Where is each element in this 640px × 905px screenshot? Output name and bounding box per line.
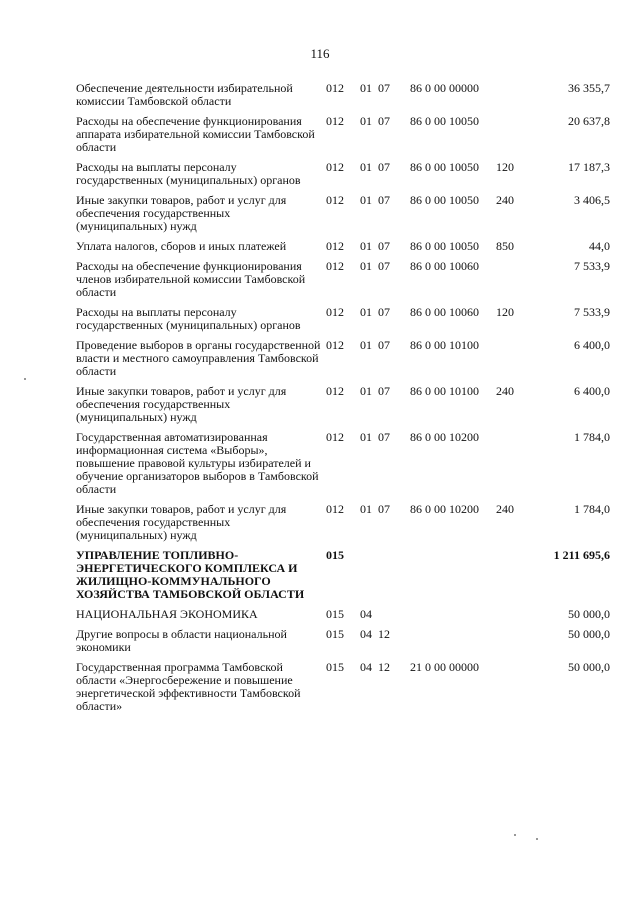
cell-name: Иные закупки товаров, работ и услуг для обеспечения государственных (муниципальных) нужд [76,193,287,233]
cell-name: Уплата налогов, сборов и иных платежей [76,239,287,253]
cell-pr: 07 [378,430,390,444]
cell-rz: 01 [360,338,372,352]
cell-ved: 012 [326,81,344,95]
cell-pr: 07 [378,81,390,95]
table-row [76,503,610,549]
cell-ved: 012 [326,239,344,253]
table-row [76,161,610,194]
cell-vr [494,661,534,720]
cell-name: Расходы на выплаты персоналу государственных (муниципальных) органов [76,305,301,332]
cell-csr: 21 0 00 00000 [410,660,479,674]
cell-ved: 012 [326,338,344,352]
cell-name: Расходы на обеспечение функционирования членов избирательной комиссии Тамбовской области [76,259,306,299]
cell-sum: 7 533,9 [574,259,610,273]
cell-csr: 86 0 00 10200 [410,430,479,444]
cell-name: Государственная автоматизированная информационная система «Выборы», повышение правовой культуры избирателей и обучение организаторов выборов в Тамбовской области [76,430,319,496]
cell-vr [494,82,534,115]
cell-name: Расходы на выплаты персоналу государственных (муниципальных) органов [76,160,301,187]
cell-pr [374,549,404,608]
cell-ved: 015 [326,548,344,562]
cell-vr: 120 [496,305,514,319]
cell-vr: 850 [496,239,514,253]
cell-vr [494,431,534,503]
cell-pr: 07 [378,384,390,398]
cell-rz: 04 [360,607,372,621]
cell-sum: 20 637,8 [568,114,610,128]
cell-sum: 3 406,5 [574,193,610,207]
cell-csr: 86 0 00 00000 [410,81,479,95]
cell-csr: 86 0 00 10100 [410,384,479,398]
cell-vr [494,260,534,306]
cell-csr [404,608,494,628]
cell-vr: 240 [496,193,514,207]
cell-ved: 015 [326,627,344,641]
page-number: 116 [310,46,330,61]
cell-pr: 07 [378,259,390,273]
cell-ved: 012 [326,160,344,174]
cell-vr [494,608,534,628]
cell-rz: 04 [360,627,372,641]
cell-ved: 012 [326,430,344,444]
cell-name: Проведение выборов в органы государственной власти и местного самоуправления Тамбовской области [76,338,321,378]
cell-rz: 01 [360,193,372,207]
cell-sum: 50 000,0 [568,627,610,641]
cell-pr: 07 [378,239,390,253]
cell-vr [494,549,534,608]
cell-rz: 01 [360,114,372,128]
table-body [76,82,610,720]
scan-speck [514,834,516,836]
table-row [76,608,610,628]
cell-vr [494,115,534,161]
cell-rz: 01 [360,305,372,319]
cell-sum: 1 784,0 [574,430,610,444]
cell-sum: 6 400,0 [574,338,610,352]
cell-sum: 1 211 695,6 [553,548,610,562]
cell-pr: 07 [378,160,390,174]
cell-sum: 17 187,3 [568,160,610,174]
cell-pr: 07 [378,114,390,128]
table-row [76,306,610,339]
table-row [76,240,610,260]
cell-rz: 01 [360,502,372,516]
table-row [76,549,610,608]
cell-sum: 50 000,0 [568,607,610,621]
cell-name: НАЦИОНАЛЬНАЯ ЭКОНОМИКА [76,607,258,621]
cell-ved: 015 [326,607,344,621]
cell-csr: 86 0 00 10050 [410,114,479,128]
cell-sum: 36 355,7 [568,81,610,95]
cell-sum: 1 784,0 [574,502,610,516]
cell-csr: 86 0 00 10100 [410,338,479,352]
cell-csr: 86 0 00 10050 [410,239,479,253]
cell-rz: 01 [360,259,372,273]
cell-sum: 6 400,0 [574,384,610,398]
cell-pr: 07 [378,193,390,207]
cell-rz: 04 [360,660,372,674]
table-row [76,194,610,240]
scan-speck [24,378,26,380]
cell-pr: 12 [378,660,390,674]
cell-pr: 12 [378,627,390,641]
table-row [76,431,610,503]
table-row [76,628,610,661]
cell-ved: 012 [326,305,344,319]
cell-sum: 50 000,0 [568,660,610,674]
budget-table [76,82,610,720]
cell-sum: 44,0 [589,239,610,253]
cell-vr: 240 [496,384,514,398]
cell-name: Иные закупки товаров, работ и услуг для обеспечения государственных (муниципальных) нужд [76,384,287,424]
table-row [76,115,610,161]
cell-name: Иные закупки товаров, работ и услуг для обеспечения государственных (муниципальных) нужд [76,502,287,542]
cell-csr: 86 0 00 10060 [410,259,479,273]
cell-name: Расходы на обеспечение функционирования аппарата избирательной комиссии Тамбовской области [76,114,315,154]
cell-csr: 86 0 00 10060 [410,305,479,319]
cell-ved: 015 [326,660,344,674]
scan-speck [536,838,538,840]
cell-csr: 86 0 00 10050 [410,160,479,174]
cell-vr [494,339,534,385]
cell-ved: 012 [326,384,344,398]
table-row [76,339,610,385]
cell-pr: 07 [378,502,390,516]
cell-pr: 07 [378,305,390,319]
cell-csr: 86 0 00 10200 [410,502,479,516]
table-row [76,661,610,720]
cell-name: Государственная программа Тамбовской области «Энергосбережение и повышение энергетической эффективности Тамбовской области» [76,660,301,713]
cell-pr: 07 [378,338,390,352]
cell-csr [404,549,494,608]
cell-csr: 86 0 00 10050 [410,193,479,207]
cell-csr [404,628,494,661]
table-row [76,385,610,431]
table-row [76,260,610,306]
cell-ved: 012 [326,502,344,516]
cell-rz: 01 [360,160,372,174]
cell-vr: 240 [496,502,514,516]
cell-rz: 01 [360,430,372,444]
cell-ved: 012 [326,114,344,128]
cell-rz [356,549,374,608]
table-row [76,82,610,115]
cell-name: Обеспечение деятельности избирательной комиссии Тамбовской области [76,81,293,108]
cell-ved: 012 [326,193,344,207]
cell-rz: 01 [360,239,372,253]
cell-rz: 01 [360,384,372,398]
cell-sum: 7 533,9 [574,305,610,319]
cell-ved: 012 [326,259,344,273]
cell-vr: 120 [496,160,514,174]
cell-vr [494,628,534,661]
cell-name: УПРАВЛЕНИЕ ТОПЛИВНО-ЭНЕРГЕТИЧЕСКОГО КОМПЛЕКСА И ЖИЛИЩНО-КОММУНАЛЬНОГО ХОЗЯЙСТВА ТАМБОВСКОЙ ОБЛАСТИ [76,548,305,601]
cell-pr [374,608,404,628]
cell-rz: 01 [360,81,372,95]
cell-name: Другие вопросы в области национальной экономики [76,627,287,654]
